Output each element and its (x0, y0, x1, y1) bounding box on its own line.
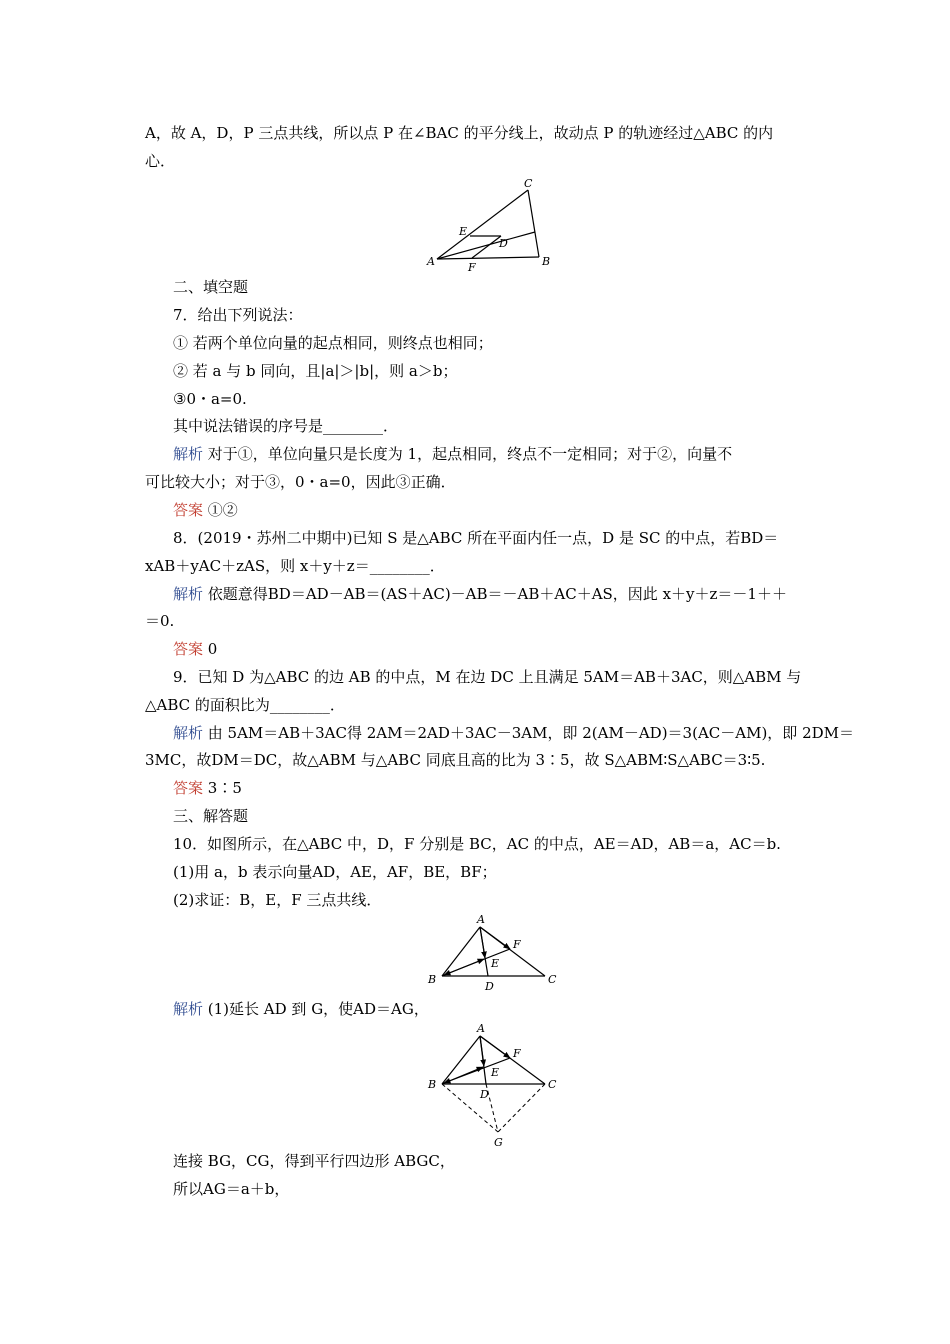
fig3-label: F (513, 1047, 521, 1060)
text-line: △ABC 的面积比为________． (145, 696, 345, 714)
fig1-label: D (499, 237, 508, 250)
answer-label: 答案 (173, 640, 204, 658)
text-line: ① 若两个单位向量的起点相同，则终点也相同； (173, 334, 493, 352)
fig2-label: D (485, 980, 494, 993)
text-line: (1)用 a，b 表示向量AD，AE，AF，BE，BF； (173, 863, 497, 881)
analysis-text: 对于①，单位向量只是长度为 1，起点相同，终点不一定相同；对于②，向量不 (203, 445, 733, 463)
answer-line (173, 778, 242, 798)
text-line: 连接 BG，CG，得到平行四边形 ABGC， (173, 1152, 455, 1170)
fig1-label: B (542, 255, 551, 268)
analysis-line (173, 723, 854, 743)
text-line: 其中说法错误的序号是________． (173, 417, 399, 435)
answer-text: 0 (203, 640, 218, 658)
question-stem: 8．(2019・苏州二中期中)已知 S 是△ABC 所在平面内任一点，D 是 SC 的中点，若BD＝ (173, 529, 779, 547)
analysis-label: 解析 (173, 445, 204, 463)
fig1-label: C (524, 177, 533, 190)
fig3-label: E (491, 1066, 500, 1079)
answer-text: ①② (203, 501, 238, 519)
analysis-label: 解析 (173, 1000, 204, 1018)
text-line: 心． (145, 152, 176, 170)
fig2-label: C (548, 973, 557, 986)
fig3-label: B (428, 1078, 437, 1091)
text-line: A，故 A，D，P 三点共线，所以点 P 在∠BAC 的平分线上，故动点 P 的轨迹经过△ABC 的内 (145, 124, 774, 142)
analysis-line (173, 584, 787, 604)
answer-label: 答案 (173, 501, 204, 519)
text-line: 可比较大小；对于③，0・a=0，因此③正确． (145, 473, 456, 491)
analysis-line (173, 999, 429, 1019)
fig1-label: A (427, 255, 435, 268)
text-line: ② 若 a 与 b 同向，且|a|＞|b|，则 a＞b； (173, 362, 458, 380)
fig2-label: B (428, 973, 437, 986)
triangle-figure-1 (425, 175, 560, 275)
text-line: xAB＋yAC＋zAS，则 x＋y＋z＝________． (145, 557, 445, 575)
fig3-label: D (480, 1088, 489, 1101)
answer-line (173, 500, 238, 520)
question-stem: 10．如图所示，在△ABC 中，D，F 分别是 BC，AC 的中点，AE＝AD，AB＝a，AC＝b. (173, 835, 781, 853)
analysis-text: 由 5AM＝AB＋3AC得 2AM＝2AD＋3AC－3AM，即 2(AM－AD)＝3(AC－AM)，即 2DM＝ (203, 724, 855, 742)
question-stem: 9．已知 D 为△ABC 的边 AB 的中点，M 在边 DC 上且满足 5AM＝AB＋3AC，则△ABM 与 (173, 668, 802, 686)
parallelogram-figure-3 (420, 1022, 565, 1152)
fig2-label: A (477, 913, 485, 926)
text-line: 所以AG＝a＋b， (173, 1180, 290, 1198)
fig2-label: F (513, 938, 521, 951)
text-line: 3MC，故DM＝DC，故△ABM 与△ABC 同底且高的比为 3∶5，故 S△ABM∶S△ABC＝3∶5. (145, 751, 766, 769)
analysis-line (173, 444, 732, 464)
fig1-label: F (468, 261, 476, 274)
fig3-label: A (477, 1022, 485, 1035)
fig3-label: C (548, 1078, 557, 1091)
section-heading: 二、填空题 (173, 278, 249, 296)
answer-text: 3∶5 (203, 779, 242, 797)
answer-line (173, 639, 217, 659)
question-stem: 7．给出下列说法： (173, 306, 303, 324)
analysis-label: 解析 (173, 724, 204, 742)
analysis-text: (1)延长 AD 到 G，使AD＝AG， (203, 1000, 429, 1018)
text-line: ＝0. (145, 612, 175, 630)
analysis-text: 依题意得BD＝AD－AB＝(AS＋AC)－AB＝－AB＋AC＋AS，因此 x＋y＋z＝－1＋＋ (203, 585, 787, 603)
triangle-figure-2 (420, 913, 560, 993)
fig3-label: G (494, 1136, 503, 1149)
fig2-label: E (491, 957, 500, 970)
fig1-label: E (459, 225, 468, 238)
analysis-label: 解析 (173, 585, 204, 603)
answer-label: 答案 (173, 779, 204, 797)
text-line: (2)求证：B，E，F 三点共线． (173, 891, 382, 909)
text-line: ③0・a=0. (173, 390, 247, 408)
section-heading: 三、解答题 (173, 807, 249, 825)
